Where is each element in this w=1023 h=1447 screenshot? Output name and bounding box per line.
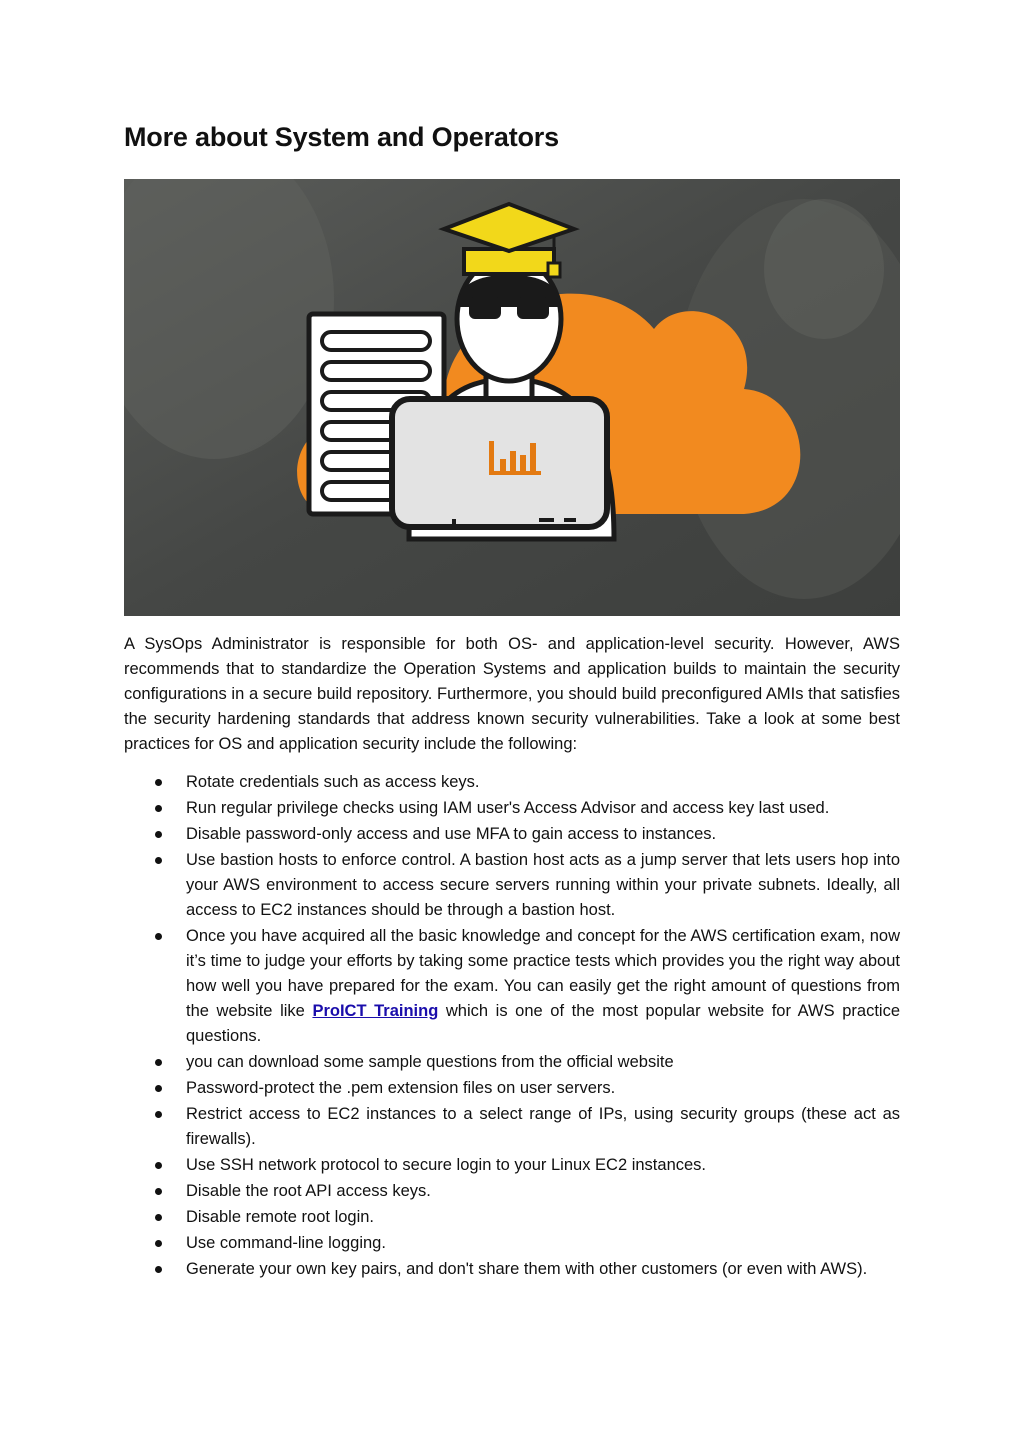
bullet-icon [155,933,162,940]
bullet-icon [155,831,162,838]
list-item: Password-protect the .pem extension files on user servers. [124,1076,900,1101]
list-item: Rotate credentials such as access keys. [124,770,900,795]
list-item: Use SSH network protocol to secure login to your Linux EC2 instances. [124,1153,900,1178]
list-item: you can download some sample questions from the official website [124,1050,900,1075]
intro-paragraph: A SysOps Administrator is responsible for both OS- and application-level security. However, AWS recommends that to standardize the Operation Systems and application builds to maintain the security configurations in a secure build repository. Furthermore, you should build preconfigured AMIs that satisfies the security hardening standards that address known security vulnerabilities. Take a look at some best practices for OS and application security include the following: [124,635,900,753]
list-item: Disable password-only access and use MFA to gain access to instances. [124,822,900,847]
bullet-icon [155,1266,162,1273]
bullet-icon [155,1162,162,1169]
proict-training-link[interactable]: ProICT Training [312,1002,439,1020]
bullet-icon [155,857,162,864]
bullet-icon [155,1085,162,1092]
list-item: Use command-line logging. [124,1231,900,1256]
best-practices-list [124,770,900,1283]
list-item: Disable remote root login. [124,1205,900,1230]
list-item: Run regular privilege checks using IAM user's Access Advisor and access key last used. [124,796,900,821]
bullet-icon [155,1214,162,1221]
hero-image [124,179,900,616]
bullet-icon [155,1240,162,1247]
bullet-icon [155,779,162,786]
bullet-icon [155,1188,162,1195]
list-item: Use bastion hosts to enforce control. A bastion host acts as a jump server that lets users hop into your AWS environment to access secure servers running within your private subnets. Ideally, all access to EC2 instances should be through a bastion host. [124,848,900,923]
list-item: Disable the root API access keys. [124,1179,900,1204]
bullet-icon [155,805,162,812]
page-title: More about System and Operators [124,122,559,152]
list-item: Generate your own key pairs, and don't share them with other customers (or even with AWS). [124,1257,900,1282]
bullet-icon [155,1059,162,1066]
list-item: Once you have acquired all the basic knowledge and concept for the AWS certification exam, now it’s time to judge your efforts by taking some practice tests which provides you the right way about how well you have prepared for the exam. You can easily get the right amount of questions from the website like ProICT Training which is one of the most popular website for AWS practice questions. [124,924,900,1049]
list-item: Restrict access to EC2 instances to a select range of IPs, using security groups (these act as firewalls). [124,1102,900,1152]
bullet-icon [155,1111,162,1118]
laptop-icon [392,399,607,527]
